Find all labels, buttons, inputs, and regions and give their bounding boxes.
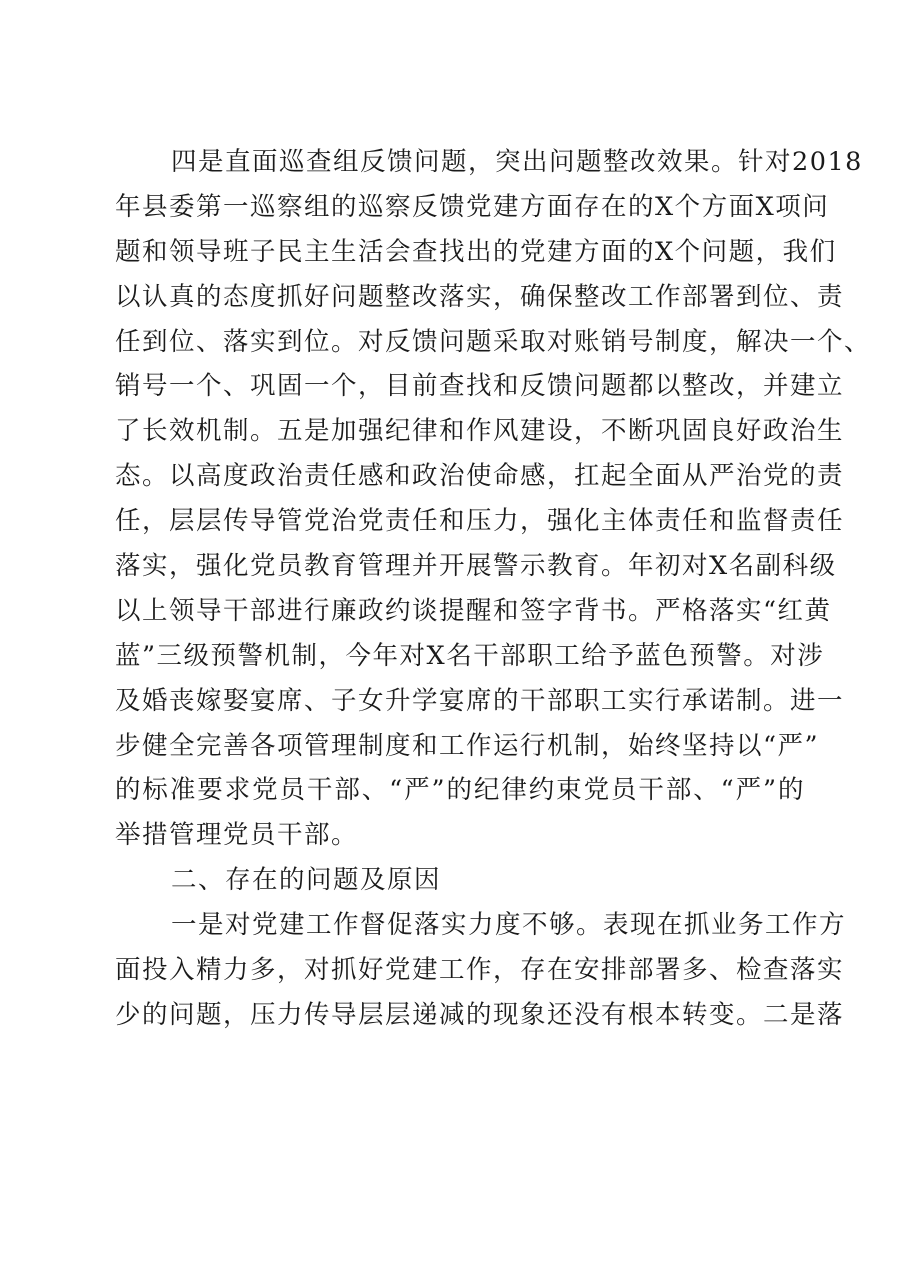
paragraph-1-line-2: 年县委第一巡察组的巡察反馈党建方面存在的X个方面X项问 [115, 191, 830, 222]
paragraph-1-line-5: 任到位、落实到位。对反馈问题采取对账销号制度，解决一个、 [115, 326, 872, 357]
paragraph-3-line-3: 少的问题，压力传导层层递减的现象还没有根本转变。二是落 [115, 999, 845, 1030]
paragraph-1-line-10: 落实，强化党员教育管理并开展警示教育。年初对X名副科级 [115, 551, 837, 582]
paragraph-3-line-1: 一是对党建工作督促落实力度不够。表现在抓业务工作方 [171, 910, 847, 941]
paragraph-1-line-7: 了长效机制。五是加强纪律和作风建设，不断巩固良好政治生 [115, 416, 845, 447]
paragraph-1-line-3: 题和领导班子民主生活会查找出的党建方面的X个问题，我们 [115, 236, 837, 267]
paragraph-1-line-9: 任，层层传导管党治党责任和压力，强化主体责任和监督责任 [115, 506, 845, 537]
paragraph-1-line-13: 及婚丧嫁娶宴席、子女升学宴席的干部职工实行承诺制。进一 [115, 685, 845, 716]
paragraph-1-line-15: 的标准要求党员干部、“严”的纪律约束党员干部、“严”的 [115, 775, 805, 806]
paragraph-1-line-1: 四是直面巡查组反馈问题，突出问题整改效果。针对2018 [171, 147, 863, 177]
paragraph-1-line-14: 步健全完善各项管理制度和工作运行机制，始终坚持以“严” [115, 730, 820, 761]
paragraph-1-line-6: 销号一个、巩固一个，目前查找和反馈问题都以整改，并建立 [115, 371, 845, 402]
section-heading: 二、存在的问题及原因 [171, 865, 442, 896]
document-body [115, 140, 872, 1038]
paragraph-1-line-11: 以上领导干部进行廉政约谈提醒和签字背书。严格落实“红黄 [115, 595, 832, 626]
paragraph-1-line-12: 蓝”三级预警机制，今年对X名干部职工给予蓝色预警。对涉 [115, 640, 825, 671]
paragraph-3-line-2: 面投入精力多，对抓好党建工作，存在安排部署多、检查落实 [115, 955, 845, 986]
paragraph-1-line-16: 举措管理党员干部。 [115, 820, 359, 851]
paragraph-1-line-4: 以认真的态度抓好问题整改落实，确保整改工作部署到位、责 [115, 281, 845, 312]
paragraph-1-line-8: 态。以高度政治责任感和政治使命感，扛起全面从严治党的责 [115, 461, 845, 492]
